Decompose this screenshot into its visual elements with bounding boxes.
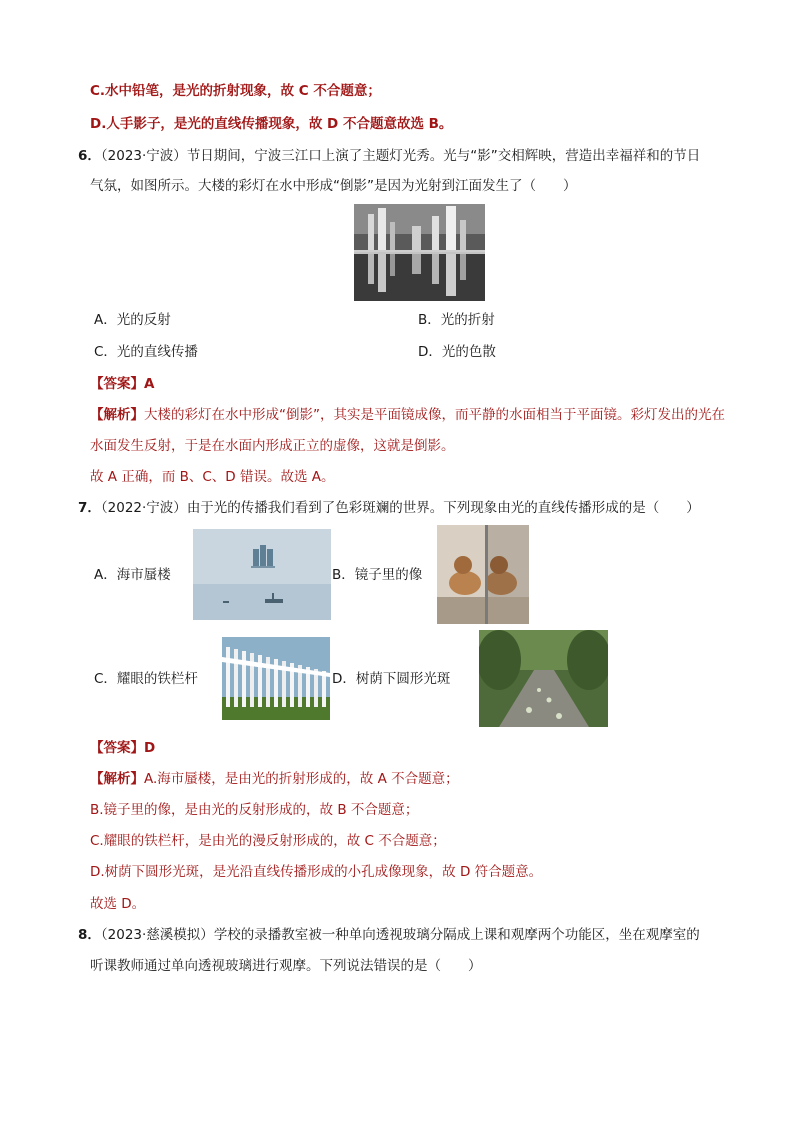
answer-value: A <box>144 376 155 392</box>
answer-value: D <box>144 740 156 756</box>
question-text: 学校的录播教室被一种单向透视玻璃分隔成上课和观摩两个功能区，坐在观摩室的 <box>213 927 700 943</box>
tree-shade-light-spots-image <box>479 630 608 727</box>
q5-option-d-analysis: D.人手影子，是光的直线传播现象，故 D 不合题意故选 B。 <box>90 116 453 132</box>
question-number: 8． <box>78 927 101 943</box>
question-source: （2023·慈溪模拟） <box>100 927 214 943</box>
question-source: （2022·宁波） <box>100 500 187 516</box>
q6-option-a: A．光的反射 <box>94 312 171 328</box>
question-8-stem-line2: 听课教师通过单向透视玻璃进行观摩。下列说法错误的是（ ） <box>90 958 482 974</box>
question-number: 6． <box>78 148 101 164</box>
question-8-stem-line1 <box>78 925 700 945</box>
q6-option-d: D．光的色散 <box>418 344 496 360</box>
q6-analysis-line2: 水面发生反射，于是在水面内形成正立的虚像，这就是倒影。 <box>90 438 455 454</box>
q7-option-d: D．树荫下圆形光斑 <box>332 671 451 687</box>
q7-analysis-line1 <box>90 769 459 789</box>
q7-analysis-line4: D.树荫下圆形光斑，是光沿直线传播形成的小孔成像现象，故 D 符合题意。 <box>90 864 543 880</box>
question-source: （2023·宁波） <box>100 148 187 164</box>
city-night-reflection-image <box>354 204 485 301</box>
question-text: 节日期间，宁波三江口上演了主题灯光秀。光与“影”交相辉映，营造出幸福祥和的节日 <box>186 148 701 164</box>
q6-analysis-line1 <box>90 405 725 425</box>
analysis-tag: 【解析】 <box>90 771 144 787</box>
question-7-stem <box>78 498 700 518</box>
mirage-image <box>193 529 331 620</box>
analysis-text: 大楼的彩灯在水中形成“倒影”，其实是平面镜成像，而平静的水面相当于平面镜。彩灯发出的光在 <box>144 407 725 423</box>
q5-option-c-analysis: C.水中铅笔，是光的折射现象，故 C 不合题意； <box>90 83 381 99</box>
analysis-text: A.海市蜃楼，是由光的折射形成的，故 A 不合题意； <box>144 771 459 787</box>
q7-option-a: A．海市蜃楼 <box>94 567 171 583</box>
q6-option-c: C．光的直线传播 <box>94 344 198 360</box>
analysis-tag: 【解析】 <box>90 407 144 423</box>
q6-analysis-line3: 故 A 正确，而 B、C、D 错误。故选 A。 <box>90 469 335 485</box>
q7-analysis-line5: 故选 D。 <box>90 896 146 912</box>
dog-mirror-image <box>437 525 529 624</box>
iron-fence-image <box>222 637 330 720</box>
q7-analysis-line2: B.镜子里的像，是由光的反射形成的，故 B 不合题意； <box>90 802 419 818</box>
q6-option-b: B．光的折射 <box>418 312 495 328</box>
q7-option-c: C．耀眼的铁栏杆 <box>94 671 198 687</box>
q7-answer <box>90 738 155 758</box>
question-text: 由于光的传播我们看到了色彩斑斓的世界。下列现象由光的直线传播形成的是（ ） <box>186 500 700 516</box>
answer-tag: 【答案】 <box>90 740 144 756</box>
q7-option-b: B．镜子里的像 <box>332 567 423 583</box>
question-number: 7． <box>78 500 101 516</box>
question-6-stem-line2: 气氛，如图所示。大楼的彩灯在水中形成“倒影”是因为光射到江面发生了（ ） <box>90 178 577 194</box>
q7-analysis-line3: C.耀眼的铁栏杆，是由光的漫反射形成的，故 C 不合题意； <box>90 833 446 849</box>
question-6-stem-line1 <box>78 146 700 166</box>
q6-answer <box>90 374 154 394</box>
answer-tag: 【答案】 <box>90 376 144 392</box>
